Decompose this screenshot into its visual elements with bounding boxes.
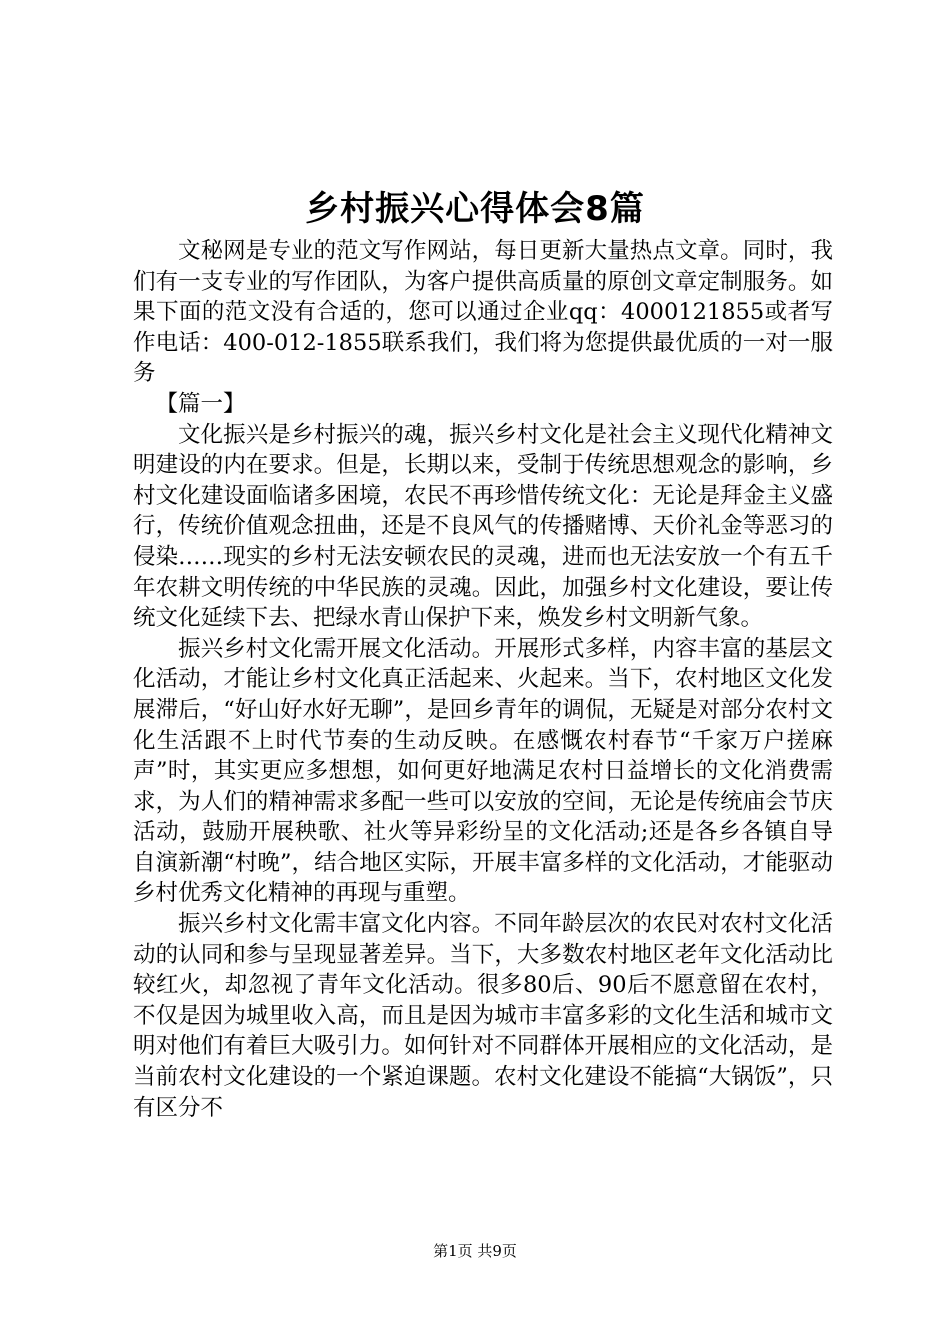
document-body <box>133 236 833 1123</box>
body-paragraph-2: 振兴乡村文化需开展文化活动。开展形式多样，内容丰富的基层文化活动，才能让乡村文化真正活起来、火起来。当下，农村地区文化发展滞后，“好山好水好无聊”，是回乡青年的调侃，无疑是对部分农村文化生活跟不上时代节奏的生动反映。在感慨农村春节“千家万户搓麻声”时，其实更应多想想，如何更好地满足农村日益增长的文化消费需求，为人们的精神需求多配一些可以安放的空间，无论是传统庙会节庆活动，鼓励开展秧歌、社火等异彩纷呈的文化活动;还是各乡各镇自导自演新潮“村晚”，结合地区实际，开展丰富多样的文化活动，才能驱动乡村优秀文化精神的再现与重塑。 <box>133 635 833 907</box>
page-footer: 第1页 共9页 <box>433 1242 517 1260</box>
intro-paragraph: 文秘网是专业的范文写作网站，每日更新大量热点文章。同时，我们有一支专业的写作团队，为客户提供高质量的原创文章定制服务。如果下面的范文没有合适的，您可以通过企业qq：4000121855或者写作电话：400-012-1855联系我们，我们将为您提供最优质的一对一服务 <box>133 238 833 387</box>
body-paragraph-3: 振兴乡村文化需丰富文化内容。不同年龄层次的农民对农村文化活动的认同和参与呈现显著差异。当下，大多数农村地区老年文化活动比较红火，却忽视了青年文化活动。很多80后、90后不愿意留在农村，不仅是因为城里收入高，而且是因为城市丰富多彩的文化生活和城市文明对他们有着巨大吸引力。如何针对不同群体开展相应的文化活动，是当前农村文化建设的一个紧迫课题。农村文化建设不能搞“大锅饭”，只有区分不 <box>133 911 833 1121</box>
body-paragraph-1: 文化振兴是乡村振兴的魂，振兴乡村文化是社会主义现代化精神文明建设的内在要求。但是，长期以来，受制于传统思想观念的影响，乡村文化建设面临诸多困境，农民不再珍惜传统文化：无论是拜金主义盛行，传统价值观念扭曲，还是不良风气的传播赌博、天价礼金等恶习的侵染……现实的乡村无法安顿农民的灵魂，进而也无法安放一个有五千年农耕文明传统的中华民族的灵魂。因此，加强乡村文化建设，要让传统文化延续下去、把绿水青山保护下来，焕发乡村文明新气象。 <box>133 421 833 632</box>
section-heading: 【篇一】 <box>155 390 246 417</box>
document-title: 乡村振兴心得体会8篇 <box>305 189 645 229</box>
